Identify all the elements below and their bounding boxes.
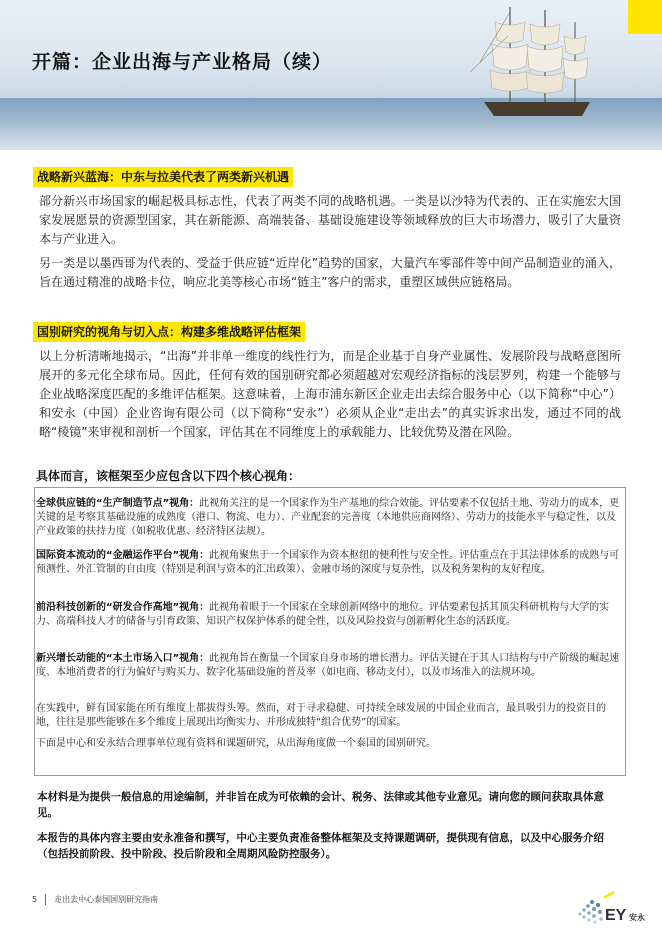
logo-brand: EY	[605, 907, 627, 924]
page-title: 开篇：企业出海与产业格局（续）	[32, 51, 333, 73]
disclaimer-general: 本材料是为提供一般信息的用途编制，并非旨在成为可依赖的会计、税务、法律或其他专业意见。请向您的顾问获取具体意见。	[37, 791, 604, 819]
footer-divider	[45, 894, 46, 905]
box-note-thailand: 下面是中心和安永结合理事单位现有资料和课题研究，从出海角度做一个泰国的国别研究。	[36, 738, 436, 749]
disclaimer-authorship: 本报告的具体内容主要由安永准备和撰写，中心主要负责准备整体框架及支持课题调研，提供现有信息，以及中心服务介绍（包括投前阶段、投中阶段、投后阶段和全周期风险防控服务）。	[37, 832, 604, 860]
perspective-label: 新兴增长动能的“本土市场入口”视角：	[36, 653, 210, 664]
perspective-text: 此视角旨在衡量一个国家自身市场的增长潜力。评估关键在于其人口结构与中产阶级的崛起速度、本地消费者的行为偏好与购买力、数字化基础设施的普及率（如电商、移动支付），以及市场准入的法规环境。	[36, 653, 620, 678]
page-number: 5	[32, 895, 38, 904]
perspective-manufacturing	[36, 497, 624, 539]
section-heading-emerging-markets: 战略新兴蓝海：中东与拉美代表了两类新兴机遇	[33, 167, 293, 187]
section-heading-framework: 国别研究的视角与切入点：构建多维战略评估框架	[33, 322, 305, 342]
brand-accent-block	[628, 0, 662, 34]
paragraph-emerging-1: 部分新兴市场国家的崛起极具标志性，代表了两类不同的战略机遇。一类是以沙特为代表的、正在实施宏大国家发展愿景的资源型国家，其在新能源、高端装备、基础设施建设等领域释放的巨大市场潜力，吸引了大量资本与产业进入。	[39, 194, 621, 246]
perspective-finance	[36, 549, 624, 577]
perspective-label: 前沿科技创新的“研发合作高地”视角：	[36, 602, 210, 613]
sailing-ship-image	[470, 2, 600, 122]
perspective-market	[36, 652, 624, 680]
logo-brand-cn: 安永	[629, 913, 645, 922]
ey-logo	[574, 884, 656, 930]
perspective-text: 此视角聚焦于一个国家作为资本枢纽的便利性与安全性。评估重点在于其法律体系的成熟与可预测性、外汇管制的自由度（特别是利润与资本的汇出政策）、金融市场的深度与复杂性，以及税务架构的友好程度。	[36, 550, 620, 575]
box-note-practice: 在实践中，鲜有国家能在所有维度上都拔得头筹。然而，对于寻求稳健、可持续全球发展的中国企业而言，最具吸引力的投资目的地，往往是那些能够在多个维度上展现出均衡实力、并形成独特“组合优势”的国家。	[36, 703, 606, 728]
perspective-text: 此视角关注的是一个国家作为生产基地的综合效能。评估要素不仅包括土地、劳动力的成本，更关键的是考察其基础设施的成熟度（港口、物流、电力）、产业配套的完善度（本地供应商网络）、劳动力的技能水平与稳定性，以及产业政策的扶持力度（如税收优惠、经济特区法规）。	[36, 498, 620, 537]
perspective-text: 此视角着眼于一个国家在全球创新网络中的地位。评估要素包括其顶尖科研机构与大学的实力、高端科技人才的储备与引育政策、知识产权保护体系的健全性，以及风险投资与创新孵化生态的活跃度。	[36, 602, 610, 627]
header-banner	[0, 0, 662, 150]
framework-lead: 具体而言，该框架至少应包含以下四个核心视角：	[36, 469, 301, 483]
perspective-innovation	[36, 601, 624, 629]
perspective-label: 全球供应链的“生产制造节点”视角：	[36, 498, 200, 509]
paragraph-emerging-2: 另一类是以墨西哥为代表的、受益于供应链“近岸化”趋势的国家，大量汽车零部件等中间产品制造业的涌入， 旨在通过精准的战略卡位，响应北美等核心市场“链主”客户的需求，重塑区域供应链格局。	[39, 256, 621, 289]
paragraph-framework: 以上分析清晰地揭示，“出海”并非单一维度的线性行为，而是企业基于自身产业属性、发展阶段与战略意图所展开的多元化全球布局。因此，任何有效的国别研究都必须超越对宏观经济指标的浅层罗列，构建一个能够与企业战略深度匹配的多维评估框架。这意味着，上海市浦东新区企业走出去综合服务中心（以下简称“中心”）和安永（中国）企业咨询有限公司（以下简称“安永”）必须从企业“走出去”的真实诉求出发，通过不同的战略“棱镜”来审视和剖析一个国家，评估其在不同维度上的承载能力、比较优势及潜在风险。	[39, 349, 621, 439]
perspective-label: 国际资本流动的“金融运作平台”视角：	[36, 550, 210, 561]
page-footer	[32, 894, 158, 905]
document-title: 走出去中心泰国国别研究指南	[54, 895, 159, 904]
